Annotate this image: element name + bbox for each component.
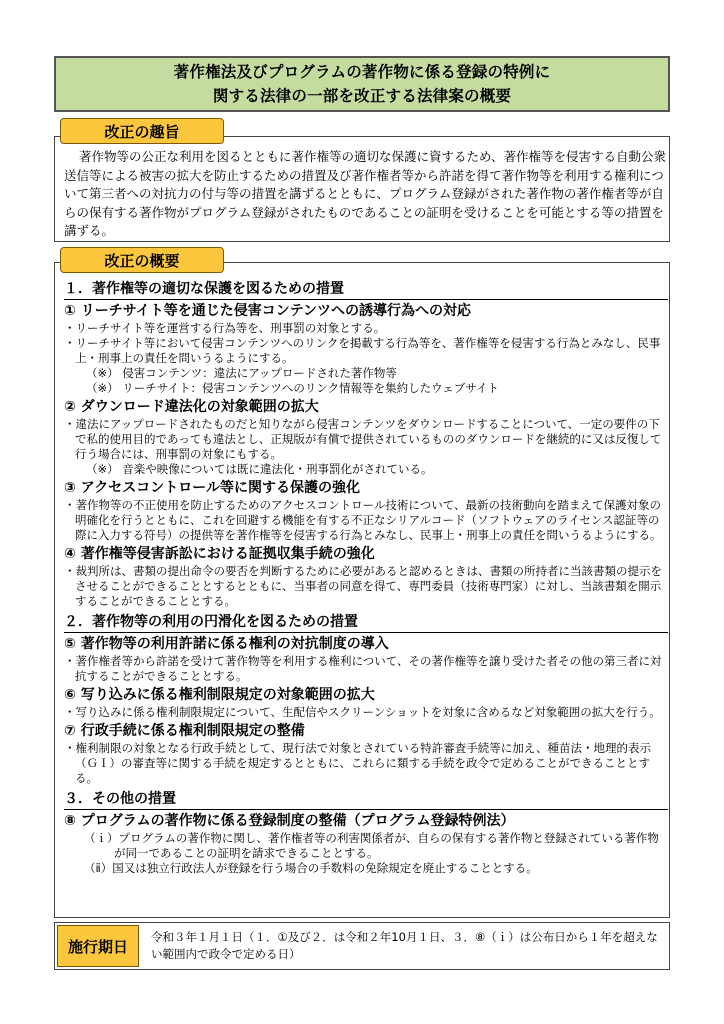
section-3-heading: ３．その他の措置: [64, 790, 668, 810]
item-2-title: ② ダウンロード違法化の対象範囲の拡大: [64, 399, 319, 415]
page-title-line2: 関する法律の一部を改正する法律案の概要: [212, 87, 512, 105]
item-1-note-1: （※） 侵害コンテンツ：違法にアップロードされた著作物等: [86, 366, 397, 380]
page-title-line1: 著作権法及びプログラムの著作物に係る登録の特例に: [173, 63, 551, 81]
effective-date-label: 施行期日: [57, 925, 139, 967]
item-1-bullet-1: ・リーチサイト等を運営する行為等を、刑事罰の対象とする。: [64, 321, 386, 335]
item-6-title: ⑥ 写り込みに係る権利制限規定の対象範囲の拡大: [64, 687, 375, 703]
item-2-bullet-1: ・違法にアップロードされたものだと知りながら侵害コンテンツをダウンロードすることについて、一定の要件の下で私的使用目的であっても違法とし、正規版が有償で提供されているもののダウンロードを継続的に又は反復して行う場合には、刑事罰の対象にもする。: [64, 417, 662, 461]
effective-date-box: [54, 922, 670, 970]
item-4-bullet-1: ・裁判所は、書類の提出命令の要否を判断するために必要があると認めるときは、書類の所持者に当該書類の提示をさせることができることとするとともに、当事者の同意を得て、専門委員（技術専門家）に対し、当該書類を開示することができることとする。: [64, 564, 662, 608]
item-8-title: ⑧ プログラムの著作物に係る登録制度の整備（プログラム登録特例法）: [64, 813, 515, 829]
section-2-heading: ２．著作物等の利用の円滑化を図るための措置: [64, 613, 668, 633]
item-6-bullet-1: ・写り込みに係る権利制限規定について、生配信やスクリーンショットを対象に含めるなど対象範囲の拡大を行う。: [64, 705, 661, 719]
item-7-title: ⑦ 行政手続に係る権利制限規定の整備: [64, 723, 305, 739]
item-2-note-1: （※） 音楽や映像については既に違法化・刑事罰化がされている。: [86, 462, 433, 476]
item-5-title: ⑤ 著作物等の利用許諾に係る権利の対抗制度の導入: [64, 636, 389, 652]
overview-tag: 改正の概要: [60, 247, 224, 273]
item-3-title: ③ アクセスコントロール等に関する保護の強化: [64, 480, 361, 496]
item-8-sub-1: （ｉ）プログラムの著作物に関し、著作権者等の利害関係者が、自らの保有する著作物と登録されている著作物が同一であることの証明を請求できることとする。: [84, 831, 659, 860]
purpose-tag: 改正の趣旨: [60, 118, 224, 144]
item-8-sub-2: （ⅱ）国又は独立行政法人が登録を行う場合の手数料の免除規定を廃止することとする。: [84, 861, 538, 875]
overview-content: [64, 280, 668, 876]
effective-date-text: 令和３年１月１日（１．①及び２．は令和２年10月１日、３．⑧（ｉ）は公布日から１年を超えない範囲内で政令で定める日）: [151, 930, 658, 961]
item-3-bullet-1: ・著作物等の不正使用を防止するためのアクセスコントロール技術について、最新の技術動向を踏まえて保護対象の明確化を行うとともに、これを回避する機能を有する不正なシリアルコード（ソフトウェアのライセンス認証等の際に入力する符号）の提供等を著作権等を侵害する行為とみなし、民事上・刑事上の責任を問いうるようにする。: [64, 498, 662, 542]
item-4-title: ④ 著作権等侵害訴訟における証拠収集手続の強化: [64, 546, 375, 562]
item-1-bullet-2: ・リーチサイト等において侵害コンテンツへのリンクを掲載する行為等を、著作権等を侵害する行為とみなし、民事上・刑事上の責任を問いうるようにする。: [64, 336, 661, 365]
item-1-note-2: （※） リーチサイト：侵害コンテンツへのリンク情報等を集約したウェブサイト: [86, 381, 499, 395]
purpose-text: 著作物等の公正な利用を図るとともに著作権等の適切な保護に資するため、著作権等を侵害する自動公衆送信等による被害の拡大を防止するための措置及び著作権者等から許諾を得て著作物等を利用する権利について第三者への対抗力の付与等の措置を講ずるとともに、プログラム登録がされた著作物の著作権者等が自らの保有する著作物がプログラム登録がされたものであることの証明を受けることを可能とする等の措置を講ずる。: [64, 149, 667, 238]
page-title: [54, 56, 670, 112]
item-5-bullet-1: ・著作権者等から許諾を受けて著作物等を利用する権利について、その著作権等を譲り受けた者その他の第三者に対抗することができることとする。: [64, 654, 662, 683]
purpose-text-block: [64, 148, 668, 241]
item-7-bullet-1: ・権利制限の対象となる行政手続として、現行法で対象とされている特許審査手続等に加え、種苗法・地理的表示（ＧＩ）の審査等に関する手続を規定するとともに、これらに類する手続を政令で定めることができることとする。: [64, 741, 651, 785]
section-1-heading: １．著作権等の適切な保護を図るための措置: [64, 280, 668, 300]
item-1-title: ① リーチサイト等を通じた侵害コンテンツへの誘導行為への対応: [64, 303, 472, 319]
